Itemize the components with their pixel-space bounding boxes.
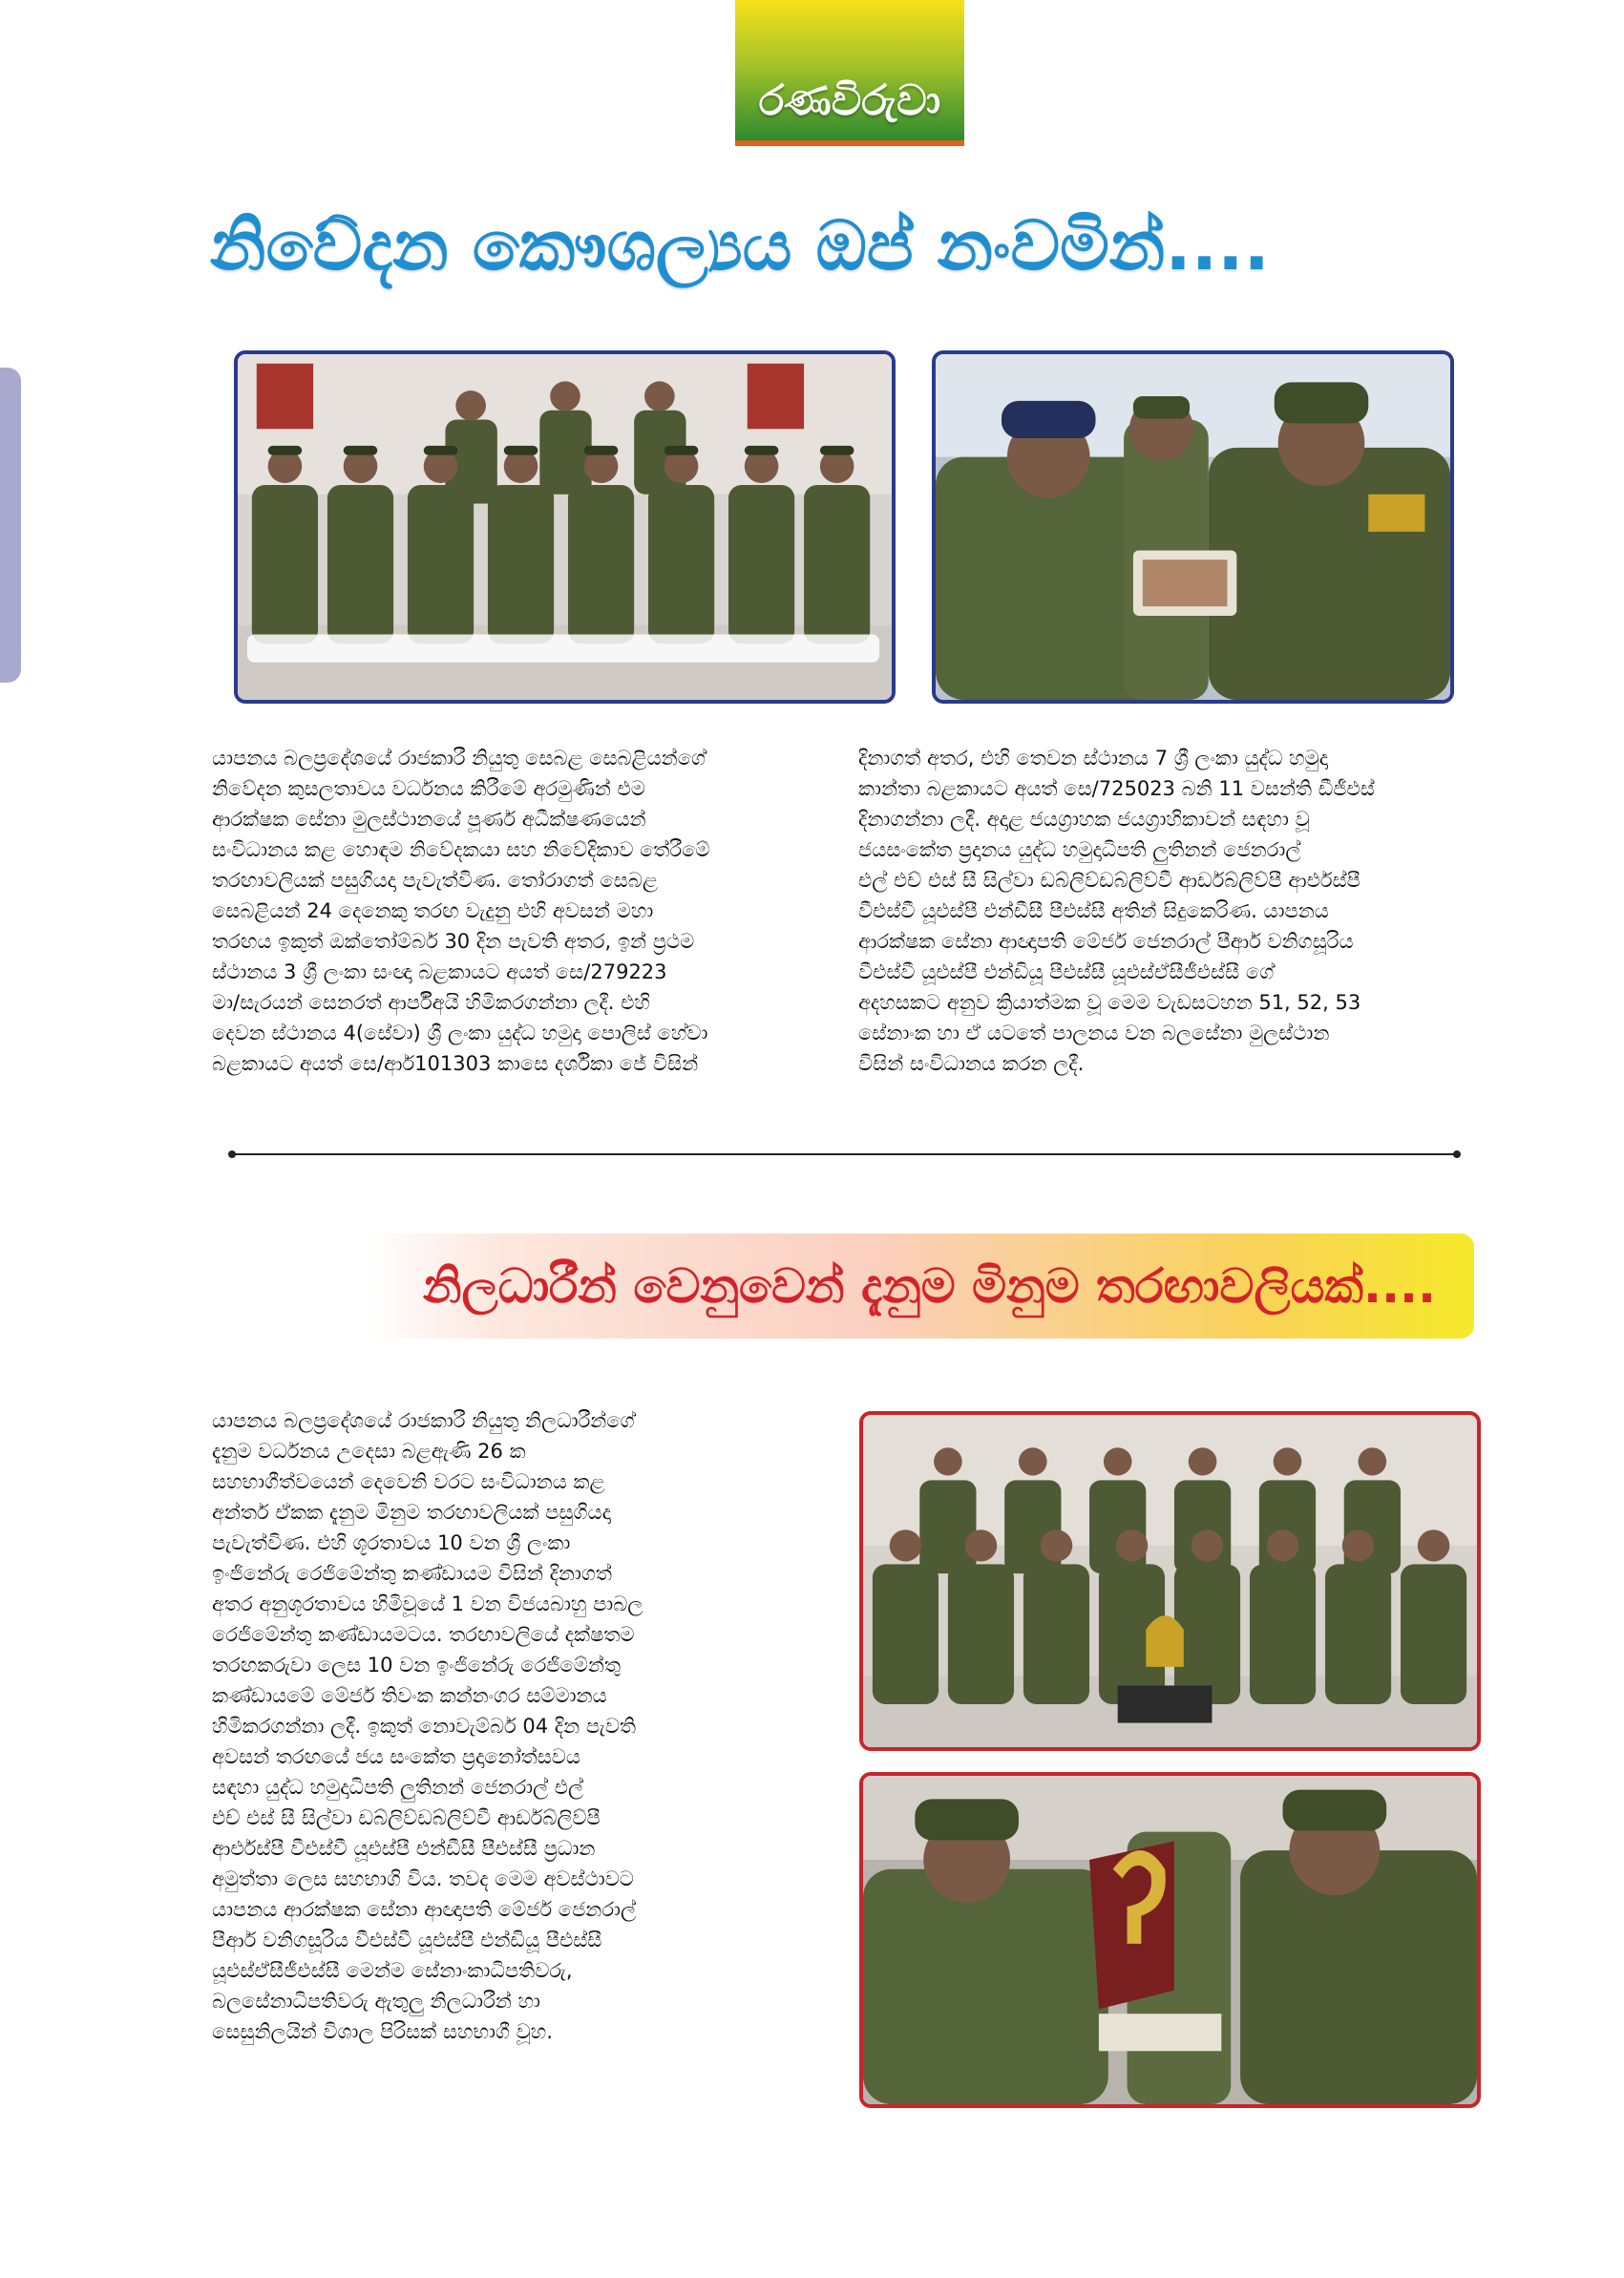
side-tab xyxy=(0,368,21,683)
section-divider xyxy=(232,1153,1457,1155)
article1-title: නිවේදන කෞශල්‍යය ඔප් නංවමින්.... xyxy=(210,205,1270,285)
article2-title-banner xyxy=(367,1234,1474,1339)
article2-title: නිලධාරීන් වෙනුවෙන් දැනුම මිනුම තරඟාවලියක්.... xyxy=(422,1258,1436,1314)
article2-trophy-photo xyxy=(859,1772,1481,2108)
trophy-photo-illustration xyxy=(863,1776,1477,2104)
magazine-badge-text: රණවිරුවා xyxy=(758,76,941,125)
officers-photo-illustration xyxy=(863,1415,1477,1747)
divider-dot-right xyxy=(1453,1150,1461,1158)
group-photo-illustration xyxy=(238,354,892,700)
article1-award-photo xyxy=(932,350,1454,704)
award-photo-illustration xyxy=(936,354,1450,700)
article1-column-2: දිනාගත් අතර, එහි තෙවන ස්ථානය 7 ශ්‍රී ලංකා යුද්ධ හමුදා කාන්තා බළකායට අයත් සෙ/725023 බනි 11 වසන්ති ඩීජීඑස් දිනාගන්නා ලදී. අදාළ ජයග්‍රාහක ජයග්‍රාහිකාවන් සඳහා වූ ජයසංකේත ප්‍රදානය යුද්ධ හමුදාධිපති ලුතිනන් ජෙනරාල් එල් එච් එස් සී සිල්වා ඩබ්ලිව්ඩබ්ලිව්වී ආර්ඩබ්ලිව්පී ආර්එස්පී වීඑස්වී යූඑස්පී එන්ඩීසී පීඑස්සී අතින් සිදුකෙරිණ. යාපනය ආරක්ෂක සේනා ආඥාපති මේජර් ජෙනරාල් පීආර් වනිගසූරිය වීඑස්වී යූඑස්පී එන්ඩියූ පීඑස්සී යූඑස්ඒසීජීඑස්සී ගේ අදහසකට අනුව ක්‍රියාත්මක වූ මෙම වැඩසටහන 51, 52, 53 සේනාංක හා ඒ යටතේ පාලනය වන බලසේනා මුලස්ථාන විසින් සංවිධානය කරන ලදී. xyxy=(858,747,1375,1075)
article1-group-photo xyxy=(234,350,896,704)
article1-column-1: යාපනය බලප්‍රදේශයේ රාජකාරී නියුතු සෙබළ සෙබළියන්ගේ නිවේදන කුසලතාවය වර්ධනය කිරීමේ අරමුණින් එම ආරක්ෂක සේනා මුලස්ථානයේ පූර්ණ අධීක්ෂණයෙන් සංවිධානය කළ හොඳම නිවේදකයා සහ නිවේදිකාව තේරීමේ තරඟාවලියක් පසුගියදා පැවැත්විණ. තෝරාගත් සෙබළ සෙබළියන් 24 දෙනෙකු තරඟ වැදුනු එහි අවසන් මහා තරඟය ඉකුත් ඔක්තෝම්බර් 30 දින පැවති අතර, ඉන් ප්‍රථම ස්ථානය 3 ශ්‍රී ලංකා සංඥා බළකායට අයත් සෙ/279223 මා/සැරයන් සෙනරත් ආර්පීඅයි හිමිකරගන්නා ලදී. එහි දෙවන ස්ථානය 4(සේවා) ශ්‍රී ලංකා යුද්ධ හමුදා පොලිස් හේවා බළකායට අයත් සෙ/ආර්101303 කාසෙ දර්ශිකා ජේ විසින් xyxy=(212,747,710,1075)
article2-group-photo xyxy=(859,1411,1481,1751)
magazine-badge xyxy=(735,0,964,146)
article2-column: යාපනය බලප්‍රදේශයේ රාජකාරී නියුතු නිලධාරීන්ගේ දැනුම වර්ධනය උදෙසා බළඇණි 26 ක සහභාගීත්වයෙන් දෙවෙනි වරට සංවිධානය කළ අන්තර් ඒකක දැනුම මිනුම තරඟාවලියක් පසුගියදා පැවැත්විණ. එහි ශූරතාවය 10 වන ශ්‍රී ලංකා ඉංජිනේරු රෙජිමේන්තු කණ්ඩායම විසින් දිනාගත් අතර අනුශූරතාවය හිමිවූයේ 1 වන විජයබාහු පාබල රෙජිමේන්තු කණ්ඩායමටය. තරඟාවලියේ දක්ෂතම තරඟකරුවා ලෙස 10 වන ඉංජිනේරු රෙජිමේන්තු කණ්ඩායමේ මේජර් තිවංක කන්නංගර සම්මානය හිමිකරගන්නා ලදී. ඉකුත් නොවැම්බර් 04 දින පැවති අවසන් තරඟයේ ජය සංකේත ප්‍රදානෝත්සවය සඳහා යුද්ධ හමුදාධිපති ලුතිනන් ජෙනරාල් එල් එච් එස් සී සිල්වා ඩබ්ලිව්ඩබ්ලිව්වී ආර්ඩබ්ලිව්පී ආර්එස්පී වීඑස්වී යූඑස්පී එන්ඩීසී පීඑස්සී ප්‍රධාන අමුත්තා ලෙස සහභාගි විය. තවද මෙම අවස්ථාවට යාපනය ආරක්ෂක සේනා ආඥාපති මේජර් ජෙනරාල් පීආර් වනිගසූරිය වීඑස්වී යූඑස්පී එන්ඩියූ පීඑස්සී යූඑස්ඒසීජීඑස්සී මෙන්ම සේනාංකාධිපතිවරු, බලසේනාධිපතිවරු ඇතුලු නිලධාරීන් හා සෙසුනිලයින් විශාල පිරිසක් සහභාගී වූහ. xyxy=(212,1409,643,2043)
